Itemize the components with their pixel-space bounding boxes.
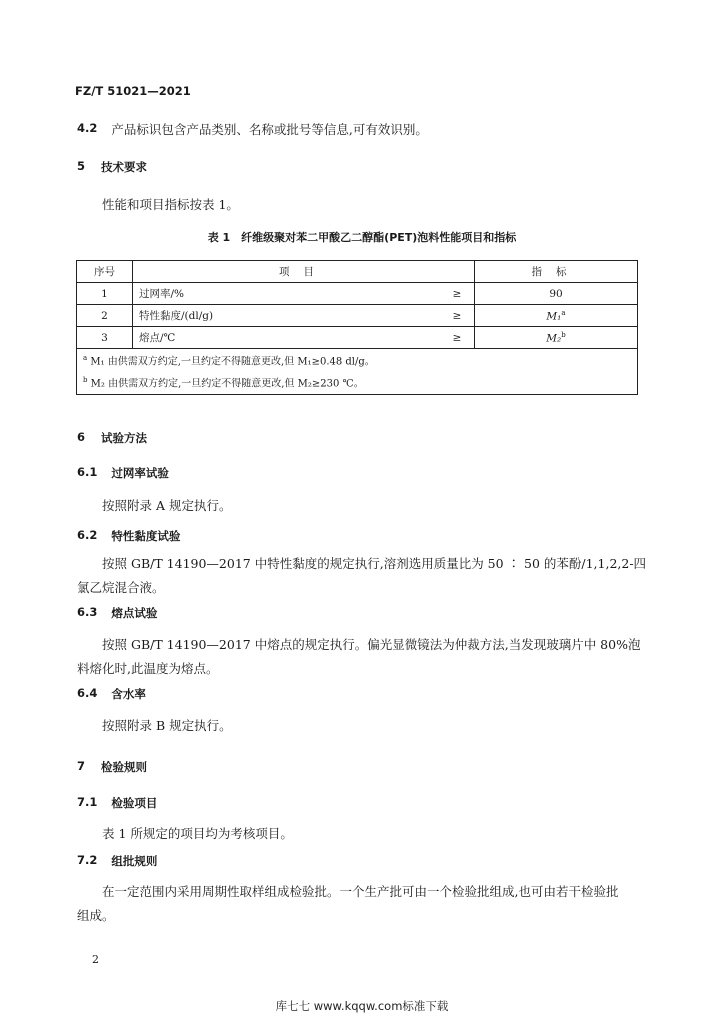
- table-row: [77, 305, 638, 327]
- header-value: 指标: [475, 261, 638, 283]
- clause-number: 6.4: [77, 686, 98, 700]
- section-title: 试验方法: [101, 431, 148, 445]
- table-row: [77, 283, 638, 305]
- clause-title: 过网率试验: [111, 466, 169, 480]
- table-header-row: [77, 261, 638, 283]
- section-number: 7: [77, 759, 86, 773]
- clause-title: 含水率: [111, 687, 146, 701]
- clause-6-4-text: 按照附录 B 规定执行。: [102, 718, 232, 733]
- section-5-text: 性能和项目指标按表 1。: [102, 197, 239, 212]
- clause-title: 组批规则: [111, 854, 158, 868]
- section-number: 6: [77, 430, 86, 444]
- clause-6-3-heading: [77, 605, 157, 621]
- clause-7-2-text-line2: 组成。: [77, 908, 115, 923]
- clause-7-1-heading: [77, 795, 157, 811]
- row-item: 熔点/℃: [133, 327, 441, 349]
- clause-6-1-heading: [77, 465, 169, 481]
- clause-7-2-heading: [77, 853, 157, 869]
- clause-6-1-text: 按照附录 A 规定执行。: [102, 498, 232, 513]
- clause-number: 7.2: [77, 853, 98, 867]
- clause-text: 产品标识包含产品类别、名称或批号等信息,可有效识别。: [111, 122, 428, 137]
- table-note: $^b$ M₂ 由供需双方约定,一旦约定不得随意更改,但 M₂≥230 ℃。: [83, 376, 364, 390]
- section-title: 检验规则: [101, 760, 148, 774]
- row-item: 特性黏度/(dl/g): [133, 305, 441, 327]
- row-comparator: ≥: [440, 283, 475, 305]
- table-caption: 表 1 纤维级聚对苯二甲酸乙二醇酯(PET)泡料性能项目和指标: [207, 231, 517, 244]
- section-number: 5: [77, 159, 86, 173]
- clause-6-4-heading: [77, 686, 146, 702]
- clause-6-3-text-line2: 料熔化时,此温度为熔点。: [77, 661, 219, 676]
- clause-number: 7.1: [77, 795, 98, 809]
- page-number: 2: [92, 953, 99, 966]
- footnote-ref: a: [561, 308, 566, 317]
- clause-number: 4.2: [77, 121, 98, 135]
- table-row: [77, 327, 638, 349]
- clause-6-3-text-line1: 按照 GB/T 14190—2017 中熔点的规定执行。偏光显微镜法为仲裁方法,当发现玻璃片中 80%泡: [102, 637, 641, 652]
- row-seq: 2: [77, 305, 133, 327]
- clause-6-2-text-line2: 氯乙烷混合液。: [77, 580, 165, 595]
- table-notes: [77, 349, 638, 395]
- table-notes-row: [77, 349, 638, 395]
- clause-title: 熔点试验: [111, 606, 158, 620]
- section-7-heading: [77, 759, 147, 775]
- clause-title: 检验项目: [111, 796, 158, 810]
- clause-number: 6.2: [77, 528, 98, 542]
- row-seq: 1: [77, 283, 133, 305]
- spec-table: [76, 260, 638, 395]
- section-title: 技术要求: [101, 160, 148, 174]
- row-comparator: ≥: [440, 327, 475, 349]
- header-seq: 序号: [77, 261, 133, 283]
- table-note: $^a$ M₁ 由供需双方约定,一旦约定不得随意更改,但 M₁≥0.48 dl/g。: [83, 354, 375, 368]
- clause-6-2-heading: [77, 528, 180, 544]
- document-code: FZ/T 51021—2021: [75, 84, 191, 98]
- row-value: M₁$^a$: [475, 305, 638, 327]
- footnote-ref: b: [561, 330, 566, 339]
- clause-7-1-text: 表 1 所规定的项目均为考核项目。: [102, 826, 293, 841]
- section-6-heading: [77, 430, 147, 446]
- section-5-heading: [77, 159, 147, 175]
- clause-title: 特性黏度试验: [111, 529, 181, 543]
- row-value: 90: [475, 283, 638, 305]
- clause-number: 6.1: [77, 465, 98, 479]
- row-comparator: ≥: [440, 305, 475, 327]
- clause-6-2-text-line1: 按照 GB/T 14190—2017 中特性黏度的规定执行,溶剂选用质量比为 50 ∶ 50 的苯酚/1,1,2,2-四: [102, 556, 647, 571]
- watermark-footer: 库七七 www.kqqw.com标准下载: [275, 999, 449, 1013]
- row-value: M₂$^b$: [475, 327, 638, 349]
- header-item: 项目: [133, 261, 475, 283]
- row-seq: 3: [77, 327, 133, 349]
- clause-number: 6.3: [77, 605, 98, 619]
- clause-4-2: [77, 121, 428, 138]
- clause-7-2-text-line1: 在一定范围内采用周期性取样组成检验批。一个生产批可由一个检验批组成,也可由若干检验批: [102, 884, 619, 899]
- row-item: 过网率/%: [133, 283, 441, 305]
